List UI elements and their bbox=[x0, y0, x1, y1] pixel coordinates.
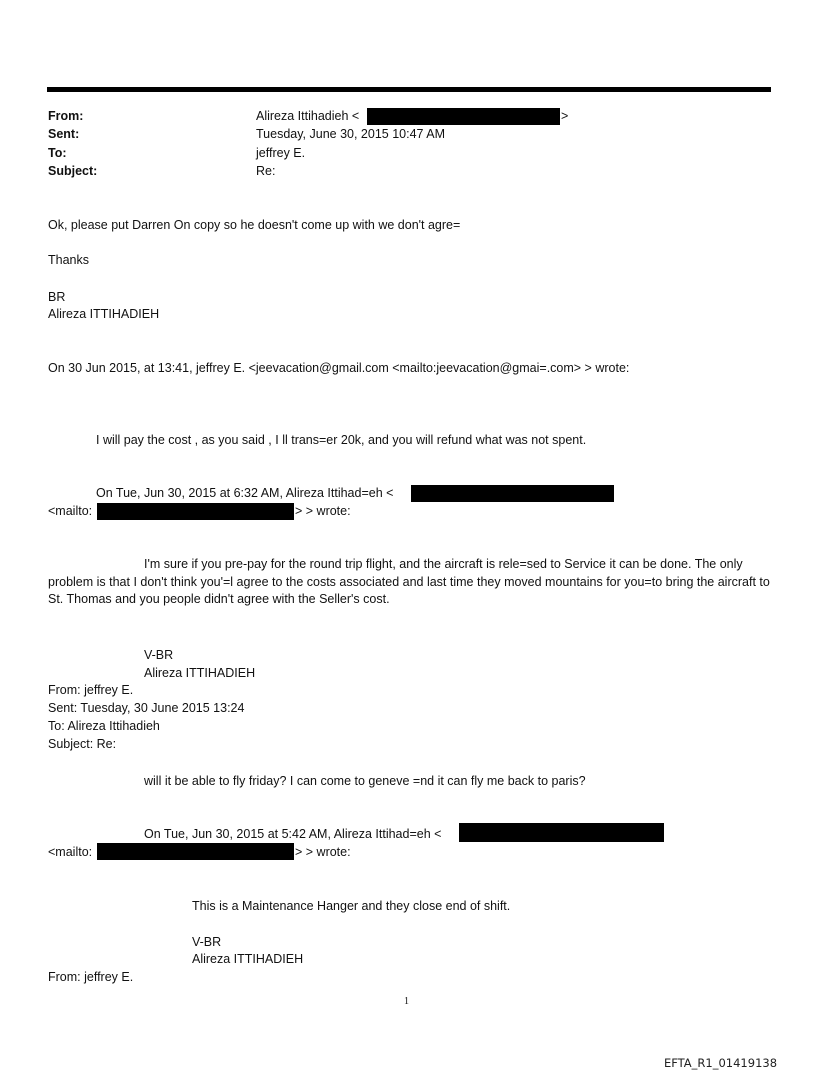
redaction-from-email bbox=[367, 108, 560, 125]
from-value: Alireza Ittihadieh < bbox=[256, 109, 360, 123]
fwd-subject: Subject: Re: bbox=[48, 737, 117, 751]
quote1-text: I will pay the cost , as you said , I ll trans=er 20k, and you will refund what was not spent. bbox=[96, 433, 587, 447]
vbr-2: V-BR bbox=[192, 935, 222, 949]
body-br: BR bbox=[48, 290, 66, 304]
signature-2: Alireza ITTIHADIEH bbox=[144, 666, 256, 680]
document-id: EFTA_R1_01419138 bbox=[664, 1056, 778, 1070]
redaction-quote2-email bbox=[411, 485, 614, 502]
to-value: jeffrey E. bbox=[256, 146, 306, 160]
page-number: 1 bbox=[404, 996, 409, 1007]
quote2-wrote: > > wrote: bbox=[295, 504, 351, 518]
fwd-text: will it be able to fly friday? I can come to geneve =nd it can fly me back to paris? bbox=[144, 774, 586, 788]
quote3-header: On Tue, Jun 30, 2015 at 5:42 AM, Alireza Ittihad=eh < bbox=[144, 827, 442, 841]
header-rule bbox=[47, 87, 771, 92]
sent-value: Tuesday, June 30, 2015 10:47 AM bbox=[256, 127, 446, 141]
vbr-1: V-BR bbox=[144, 648, 174, 662]
sent-label: Sent: bbox=[48, 127, 80, 141]
subject-value: Re: bbox=[256, 164, 276, 178]
body-thanks: Thanks bbox=[48, 253, 89, 267]
quote3-mailto: <mailto: bbox=[48, 845, 93, 859]
quote1-header: On 30 Jun 2015, at 13:41, jeffrey E. <jeevacation@gmail.com <mailto:jeevacation@gmai=.com> > wrote: bbox=[48, 361, 630, 375]
fwd-sent: Sent: Tuesday, 30 June 2015 13:24 bbox=[48, 701, 245, 715]
redaction-quote2-mailto bbox=[97, 503, 294, 520]
from-close: > bbox=[561, 109, 569, 123]
redaction-quote3-email bbox=[459, 823, 664, 842]
signature-3: Alireza ITTIHADIEH bbox=[192, 952, 304, 966]
body-signature: Alireza ITTIHADIEH bbox=[48, 307, 160, 321]
redaction-quote3-mailto bbox=[97, 843, 294, 860]
last-from: From: jeffrey E. bbox=[48, 970, 134, 984]
subject-label: Subject: bbox=[48, 164, 98, 178]
quote2-text: I'm sure if you pre-pay for the round trip flight, and the aircraft is rele=sed to Service it can be done. The only problem is that I don't think you'=l agree to the costs associated and last time they moved mountains for you=to bring the aircraft to St. Thomas and you people didn't agree with the Seller's cost. bbox=[48, 557, 770, 606]
quote2-header: On Tue, Jun 30, 2015 at 6:32 AM, Alireza Ittihad=eh < bbox=[96, 486, 394, 500]
fwd-from: From: jeffrey E. bbox=[48, 683, 134, 697]
fwd-to: To: Alireza Ittihadieh bbox=[48, 719, 160, 733]
to-label: To: bbox=[48, 146, 67, 160]
from-label: From: bbox=[48, 109, 84, 123]
quote3-wrote: > > wrote: bbox=[295, 845, 351, 859]
body-line-1: Ok, please put Darren On copy so he doesn't come up with we don't agre= bbox=[48, 218, 461, 232]
quote3-text: This is a Maintenance Hanger and they close end of shift. bbox=[192, 899, 511, 913]
quote2-mailto: <mailto: bbox=[48, 504, 93, 518]
